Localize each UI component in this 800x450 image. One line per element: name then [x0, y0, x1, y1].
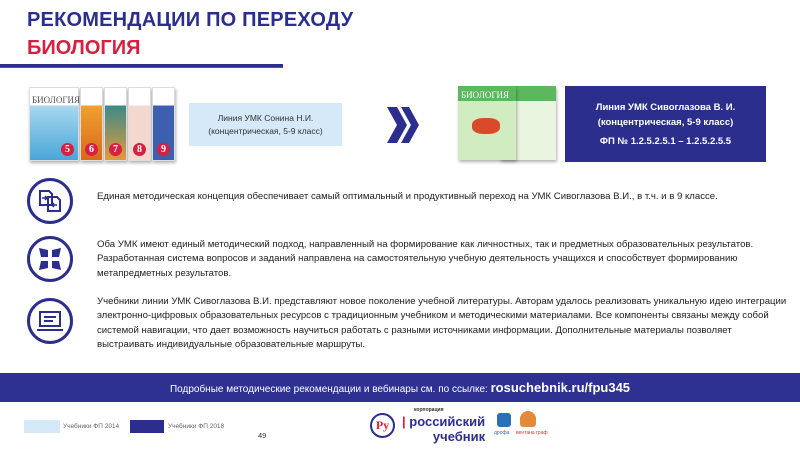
new-line-name: Линия УМК Сивоглазова В. И. [595, 101, 736, 113]
title-divider-red [0, 67, 283, 68]
rosuchebnik-logo: корпорация | российский учебник [402, 407, 486, 444]
arrows-converge-icon [27, 236, 73, 282]
subject-title: БИОЛОГИЯ [27, 37, 141, 59]
new-line-type: (концентрическая, 5-9 класс) [597, 116, 734, 128]
ventana-graf-logo: вентана граф [516, 430, 548, 436]
rosuchebnik-logo-icon: Ру [370, 413, 395, 438]
ventana-graf-logo-icon [520, 411, 536, 427]
old-line-name: Линия УМК Сонина Н.И. [217, 112, 314, 123]
book-cover: 8 [128, 87, 151, 161]
laptop-icon [27, 298, 73, 344]
point-text: Оба УМК имеют единый методический подход, направленный на формирование как личностных, так и предметных образовательных результатов. Разработанная система вопросов и заданий направлена на самостоятельную учебную деятельность учащихся и способствует формированию метапредметных результатов. [97, 239, 754, 279]
book-cover: 6 [80, 87, 103, 161]
info-banner [0, 373, 800, 402]
old-line-label [189, 103, 342, 146]
double-chevron-right-icon [385, 105, 421, 145]
drofa-logo-icon [497, 413, 511, 427]
butterfly-image [472, 118, 500, 134]
book-cover: БИОЛОГИЯ [458, 86, 516, 160]
legend-label-2018: Учебники ФП 2018 [168, 423, 225, 430]
document-exchange-icon [27, 178, 73, 224]
book-cover: БИОЛОГИЯ 5 [29, 87, 79, 161]
legend-swatch-2014 [24, 420, 60, 433]
page-number: 49 [258, 431, 267, 440]
point-text: Учебники линии УМК Сивоглазова В.И. представляют новое поколение учебной литературы. Авторам удалось реализовать уникальную идею интеграции электронно-цифровых образовательных ресурсов с традиционным учебником и методическими материалами. Все компоненты связаны между собой системой навигации, что дает возможность научиться работать с разными источниками информации. Дополнительные материалы позволяет выстраивать индивидуальные образовательные маршруты. [97, 296, 787, 350]
drofa-logo: дрофа [494, 430, 510, 436]
old-line-type: (концентрическая, 5-9 класс) [208, 125, 323, 136]
page-title: РЕКОМЕНДАЦИИ ПО ПЕРЕХОДУ [27, 9, 354, 31]
points-list [97, 190, 787, 352]
new-line-label [565, 86, 766, 162]
book-cover: 7 [104, 87, 127, 161]
point-text: Единая методическая концепция обеспечивает самый оптимальный и продуктивный переход на УМК Сивоглазова В.И., в т.ч. и в 9 классе. [97, 191, 718, 202]
rosuchebnik-link[interactable]: rosuchebnik.ru/fpu345 [490, 380, 631, 395]
banner-text: Подробные методические рекомендации и вебинары см. по ссылке: [169, 384, 488, 395]
legend-swatch-2018 [130, 420, 164, 433]
book-cover: 9 [152, 87, 175, 161]
fp-numbers: ФП № 1.2.5.2.5.1 – 1.2.5.2.5.5 [599, 135, 732, 147]
legend-label-2014: Учебники ФП 2014 [63, 423, 120, 430]
